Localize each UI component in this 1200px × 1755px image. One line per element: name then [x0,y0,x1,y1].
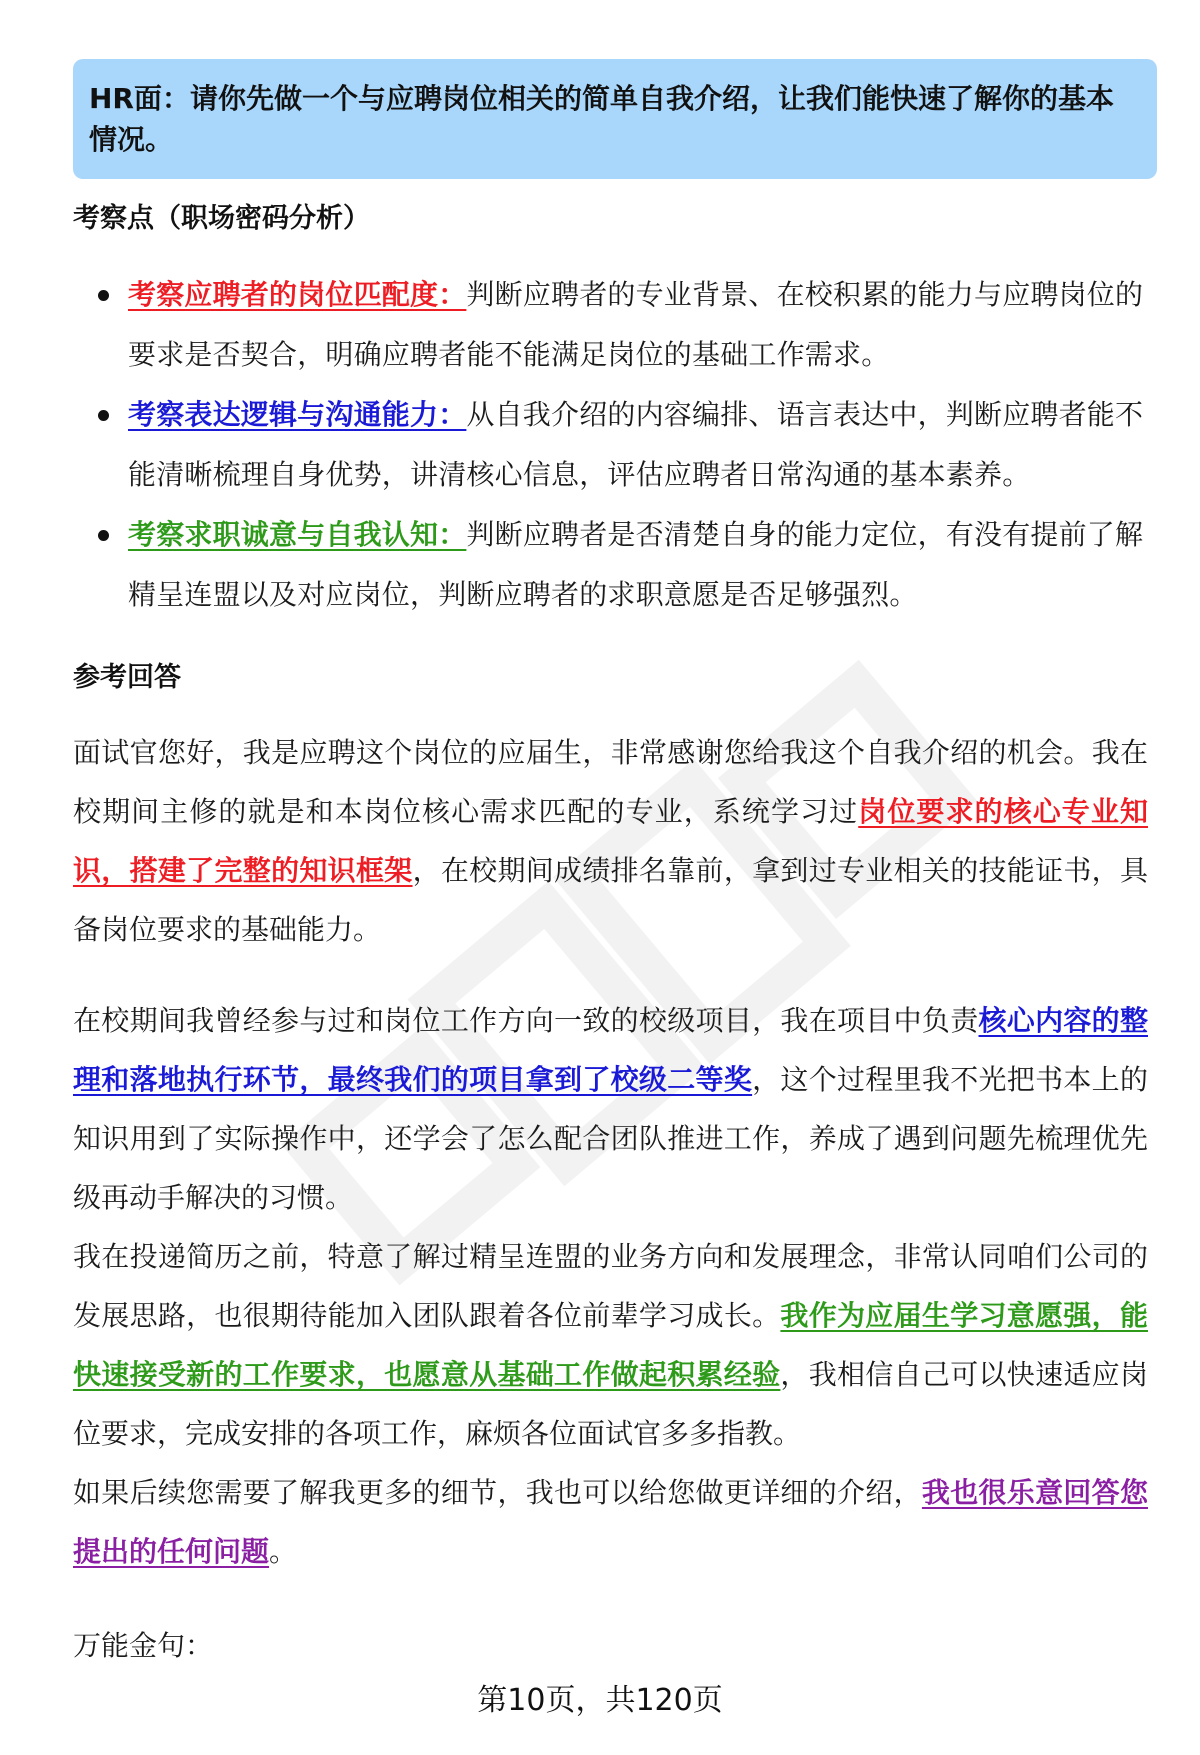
bullet-text: 从自我介绍的内容编排、语言表达中，判断应聘者能不能清晰梳理自身优势，讲清核心信息，评估应聘者日常沟通的基本素养。 [128,398,1144,491]
answer-paragraph-3 [73,1227,1148,1463]
analysis-list [73,265,1163,625]
answer-title: 参考回答 [73,662,181,693]
answer-paragraph-1 [73,723,1148,959]
page-number: 第10页，共120页 [477,1683,723,1718]
highlight-questions: 我也很乐意回答您提出的任何问题 [73,1476,1148,1568]
keyword-sincerity: 考察求职诚意与自我认知： [128,518,467,551]
answer-text: ，在校期间成绩排名靠前，拿到过专业相关的技能证书，具备岗位要求的基础能力。 [73,854,1148,946]
answer-text: ，这个过程里我不光把书本上的知识用到了实际操作中，还学会了怎么配合团队推进工作，养成了遇到问题先梳理优先级再动手解决的习惯。 [73,1063,1148,1214]
answer-text: 如果后续您需要了解我更多的细节，我也可以给您做更详细的介绍， [73,1476,922,1509]
hr-question-box [73,59,1157,179]
highlight-knowledge: 岗位要求的核心专业知识，搭建了完整的知识框架 [73,795,1148,887]
bullet-text: 判断应聘者是否清楚自身的能力定位，有没有提前了解精呈连盟以及对应岗位，判断应聘者的求职意愿是否足够强烈。 [128,518,1144,611]
bullet-dot-icon [98,530,109,541]
list-item [73,505,1163,625]
answer-text: 在校期间我曾经参与过和岗位工作方向一致的校级项目，我在项目中负责 [73,1004,979,1037]
answer-text: ，我相信自己可以快速适应岗位要求，完成安排的各项工作，麻烦各位面试官多多指教。 [73,1358,1148,1450]
golden-sentence-label: 万能金句： [73,1629,214,1662]
keyword-communication: 考察表达逻辑与沟通能力： [128,398,467,431]
highlight-learning: 我作为应届生学习意愿强，能快速接受新的工作要求，也愿意从基础工作做起积累经验 [73,1299,1148,1391]
answer-paragraph-2 [73,991,1148,1227]
list-item [73,265,1163,385]
analysis-title: 考察点（职场密码分析） [73,203,370,234]
answer-text: 我在投递简历之前，特意了解过精呈连盟的业务方向和发展理念，非常认同咱们公司的发展思路，也很期待能加入团队跟着各位前辈学习成长。 [73,1240,1148,1332]
bullet-text: 判断应聘者的专业背景、在校积累的能力与应聘岗位的要求是否契合，明确应聘者能不能满足岗位的基础工作需求。 [128,278,1144,371]
answer-paragraph-4 [73,1463,1148,1581]
highlight-project: 核心内容的整理和落地执行环节，最终我们的项目拿到了校级二等奖 [73,1004,1148,1096]
list-item [73,385,1163,505]
answer-text: 。 [269,1535,298,1568]
answer-text: 面试官您好，我是应聘这个岗位的应届生，非常感谢您给我这个自我介绍的机会。我在校期间主修的就是和本岗位核心需求匹配的专业，系统学习过 [73,736,1148,828]
bullet-dot-icon [98,410,109,421]
keyword-position-match: 考察应聘者的岗位匹配度： [128,278,467,311]
hr-question-text: HR面：请你先做一个与应聘岗位相关的简单自我介绍，让我们能快速了解你的基本情况。 [89,82,1114,156]
bullet-dot-icon [98,290,109,301]
